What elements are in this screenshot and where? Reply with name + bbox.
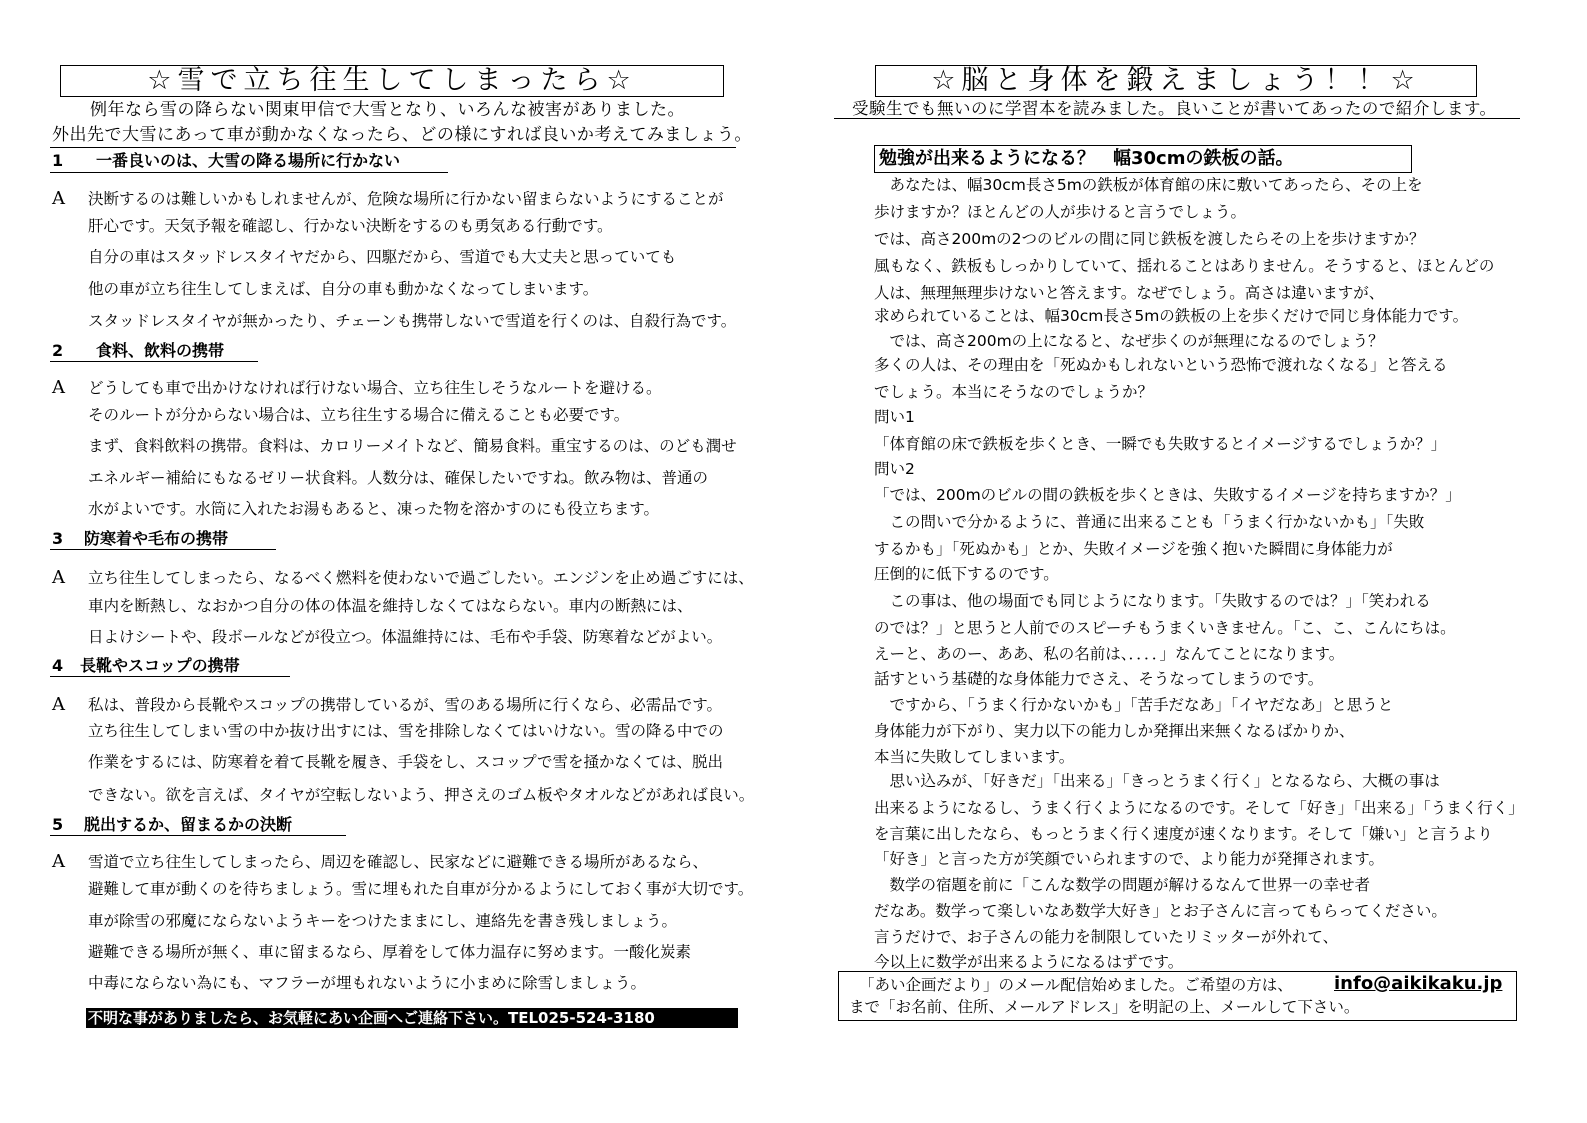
section-1-answer-mark: A [52,188,65,209]
article-body-line: 話すという基礎的な身体能力でさえ、そうなってしまうのです。 [874,670,1324,688]
section-4-heading-text: 長靴やスコップの携帯 [80,656,240,675]
article-body-line: 多くの人は、その理由を「死ぬかもしれないという恐怖で渡れなくなる」と答える [874,356,1448,374]
article-body-line: 身体能力が下がり、実力以下の能力しか発揮出来無くなるばかりか、 [874,722,1355,740]
article-body-line: 今以上に数学が出来るようになるはずです。 [874,953,1184,971]
section-3-line: 車内を断熱し、なおかつ自分の体の体温を維持しなくてはならない。車内の断熱には、 [88,597,693,615]
article-body-line: 問い2 [874,460,915,478]
contact-banner: 不明な事がありましたら、お気軽にあい企画へご連絡下さい。TEL025-524-3180 [86,1008,738,1028]
section-5-underline [50,835,346,836]
section-1-heading-text: 一番良いのは、大雪の降る場所に行かない [96,151,401,170]
article-body-line: 出来るようになるし、うまく行くようになるのです。そして「好き」「出来る」「うまく行く」 [874,799,1524,817]
section-2-line: 水がよいです。水筒に入れたお湯もあると、凍った物を溶かすのにも役立ちます。 [88,500,660,518]
section-1-underline [50,172,448,173]
left-intro-line-2: 外出先で大雪にあって車が動かなくなったら、どの様にすれば良いか考えてみましょう。 [52,125,752,145]
section-5-line: 車が除雪の邪魔にならないようキーをつけたままにし、連絡先を書き残しましょう。 [88,912,678,930]
right-page-title: ☆脳と身体を鍛えましょう！！☆ [875,65,1477,97]
article-body-line: ですから、「うまく行かないかも」「苦手だなあ」「イヤだなあ」と思うと [874,696,1394,714]
section-4-number: 4 [52,656,64,675]
section-2-line: そのルートが分からない場合は、立ち往生する場合に備えることも必要です。 [88,406,630,424]
section-2-underline [50,361,258,362]
section-4-heading [52,655,240,677]
section-1-line: 決断するのは難しいかもしれませんが、危険な場所に行かない留まらないようにすることが [88,190,724,208]
section-4-line: 作業をするには、防寒着を着て長靴を履き、手袋をし、スコップで雪を掻かなくては、脱出 [88,753,724,771]
section-5-line: 雪道で立ち往生してしまったら、周辺を確認し、民家などに避難できる場所があるなら、 [88,853,709,871]
right-intro: 受験生でも無いのに学習本を読みました。良いことが書いてあったので紹介します。 [852,99,1497,118]
section-2-answer-mark: A [52,377,65,398]
article-body-line: だなあ。数学って楽しいなあ数学大好き」とお子さんに言ってもらってください。 [874,902,1447,920]
article-body-line: でしょう。本当にそうなのでしょうか？ [874,383,1154,401]
article-body-line: 風もなく、鉄板もしっかりしていて、揺れることはありません。そうすると、ほとんどの [874,257,1495,275]
section-1-heading [52,150,400,172]
section-2-heading-text: 食料、飲料の携帯 [96,341,225,360]
section-1-line: 肝心です。天気予報を確認し、行かない決断をするのも勇気ある行動です。 [88,217,613,235]
section-2-heading [52,340,224,362]
article-body-line: 「好き」と言った方が笑顔でいられますので、より能力が発揮されます。 [874,850,1384,868]
section-1-line: スタッドレスタイヤが無かったり、チェーンも携帯しないで雪道を行くのは、自殺行為です。 [88,312,737,330]
section-4-answer-mark: A [52,694,65,715]
footer-email-link[interactable]: info@aikikaku.jp [1334,973,1503,994]
article-body-line: するかも」「死ぬかも」とか、失敗イメージを強く抱いた瞬間に身体能力が [874,540,1393,558]
article-body-line: 問い1 [874,408,915,426]
section-5-line: 避難できる場所が無く、車に留まるなら、厚着をして体力温存に努めます。一酸化炭素 [88,943,691,961]
section-3-line: 日よけシートや、段ボールなどが役立つ。体温維持には、毛布や手袋、防寒着などがよい。 [88,628,723,646]
article-body-line: では、高さ200mの上になると、なぜ歩くのが無理になるのでしょう？ [874,332,1384,350]
section-2-line: エネルギー補給にもなるゼリー状食料。人数分は、確保したいですね。飲み物は、普通の [88,469,709,487]
article-body-line: 求められていることは、幅30cm長さ5mの鉄板の上を歩くだけで同じ身体能力です。 [874,307,1469,325]
article-body-line: 思い込みが、「好きだ」「出来る」「きっとうまく行く」となるなら、大概の事は [874,772,1440,790]
section-3-line: 立ち往生してしまったら、なるべく燃料を使わないで過ごしたい。エンジンを止め過ごすには、 [88,569,754,587]
section-5-heading-text: 脱出するか、留まるかの決断 [84,815,293,834]
article-body-line: 言うだけで、お子さんの能力を制限していたリミッターが外れて、 [874,928,1339,946]
section-2-line: どうしても車で出かけなければ行けない場合、立ち往生しそうなルートを避ける。 [88,379,662,397]
section-3-heading-text: 防寒着や毛布の携帯 [84,529,229,548]
article-body-line: 数学の宿題を前に「こんな数学の問題が解けるなんて世界一の幸せ者 [874,876,1371,894]
section-4-line: できない。欲を言えば、タイヤが空転しないよう、押さえのゴム板やタオルなどがあれば良い。 [88,786,755,804]
article-body-line: あなたは、幅30cm長さ5mの鉄板が体育館の床に敷いてあったら、その上を [874,176,1423,194]
section-3-answer-mark: A [52,567,65,588]
section-3-heading [52,528,228,550]
newsletter-footer [838,971,1517,1021]
right-intro-rule [834,118,1520,119]
article-body-line: 本当に失敗してしまいます。 [874,748,1075,766]
section-3-underline [50,549,276,550]
article-body-line: 「では、200mのビルの間の鉄板を歩くときは、失敗するイメージを持ちますか？」 [874,486,1461,504]
section-4-line: 立ち往生してしまい雪の中か抜け出すには、雪を排除しなくてはいけない。雪の降る中での [88,722,724,740]
article-body-line: えーと、あのー、ああ、私の名前は、．．．．」なんてことになります。 [874,645,1345,663]
footer-line-2: まで「お名前、住所、メールアドレス」を明記の上、メールして下さい。 [849,998,1360,1016]
article-body-line: 歩けますか？ほとんどの人が歩けると言うでしょう。 [874,203,1247,221]
article-body-line: この問いで分かるように、普通に出来ることも「うまく行かないかも」「失敗 [874,513,1425,531]
section-5-number: 5 [52,815,64,834]
section-2-line: まず、食料飲料の携帯。食料は、カロリーメイトなど、簡易食料。重宝するのは、のども潤せ [88,437,737,455]
article-body-line: この事は、他の場面でも同じようになります。「失敗するのでは？」「笑われる [874,592,1431,610]
left-page-title: ☆雪で立ち往生してしまったら☆ [60,65,724,97]
section-5-line: 避難して車が動くのを待ちましょう。雪に埋もれた自車が分かるようにしておく事が大切です。 [88,880,754,898]
left-intro-line-1: 例年なら雪の降らない関東甲信で大雪となり、いろんな被害がありました。 [90,100,685,120]
section-1-line: 自分の車はスタッドレスタイヤだから、四駆だから、雪道でも大丈夫と思っていても [88,248,677,266]
section-3-number: 3 [52,529,64,548]
article-body-line: 「体育館の床で鉄板を歩くとき、一瞬でも失敗するとイメージするでしょうか？」 [874,435,1447,453]
article-body-line: では、高さ200mの2つのビルの間に同じ鉄板を渡したらその上を歩けますか？ [874,230,1425,248]
article-body-line: を言葉に出したなら、もっとうまく行く速度が速くなります。そして「嫌い」と言うより [874,825,1493,843]
section-4-line: 私は、普段から長靴やスコップの携帯しているが、雪のある場所に行くなら、必需品です。 [88,696,722,714]
section-5-heading [52,814,292,836]
section-5-answer-mark: A [52,851,65,872]
section-1-line: 他の車が立ち往生してしまえば、自分の車も動かなくなってしまいます。 [88,280,599,298]
section-4-underline [50,676,290,677]
article-body-line: のでは？」と思うと人前でのスピーチもうまくいきません。「こ、こ、こんにちは。 [874,619,1456,637]
left-intro-rule [50,147,736,148]
section-2-number: 2 [52,341,64,360]
article-body-line: 人は、無理無理歩けないと答えます。なぜでしょう。高さは違いますが、 [874,284,1385,302]
section-1-number: 1 [52,151,64,170]
section-5-line: 中毒にならない為にも、マフラーが埋もれないように小まめに除雪しましょう。 [88,974,647,992]
article-body-line: 圧倒的に低下するのです。 [874,565,1059,583]
footer-line-1: 「あい企画だより」のメール配信始めました。ご希望の方は、 [859,976,1293,994]
article-subtitle: 勉強が出来るようになる？ 幅30cmの鉄板の話。 [874,145,1412,173]
